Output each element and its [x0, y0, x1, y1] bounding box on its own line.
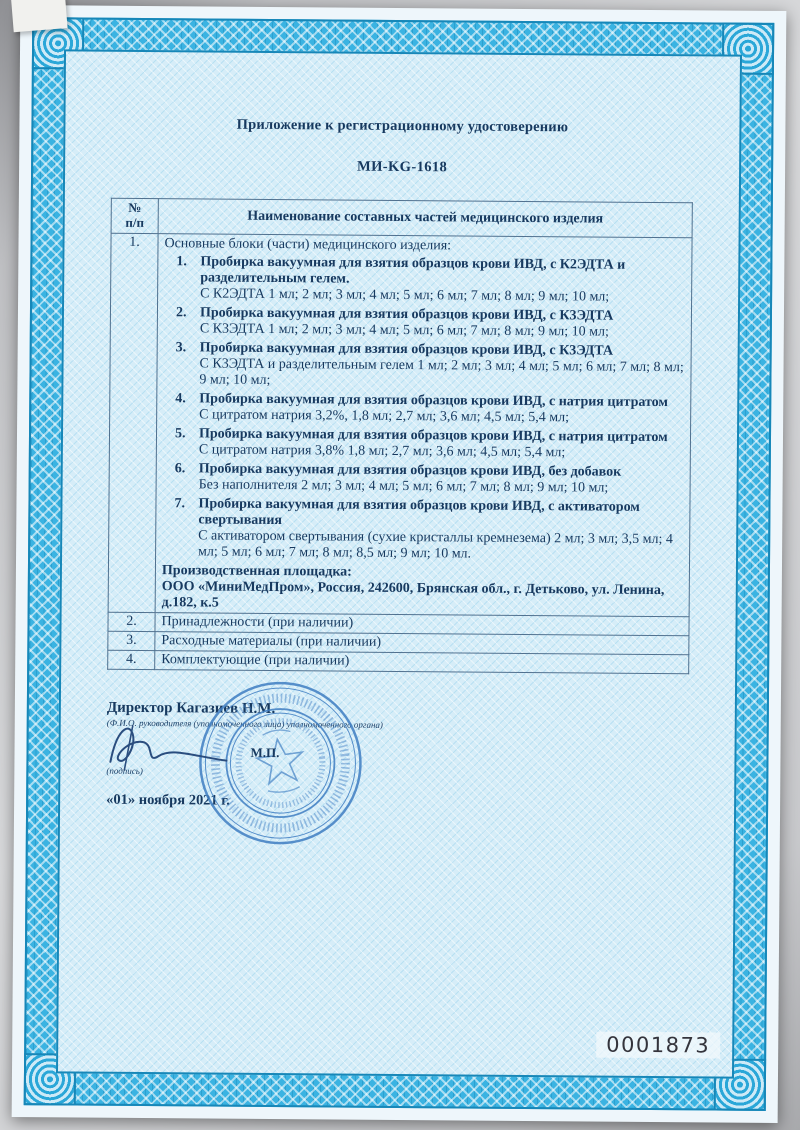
header-no-cell	[111, 198, 158, 233]
document-number: МИ-KG-1618	[356, 158, 448, 176]
item-title: Пробирка вакуумная для взятия образцов крови ИВД, с натрия цитратом	[198, 426, 668, 445]
item-number: 7.	[174, 496, 186, 512]
table-row	[108, 233, 692, 617]
component-item	[175, 340, 684, 392]
item-desc: С цитратом натрия 3,2%, 1,8 мл; 2,7 мл; 3,6 мл; 4,5 мл; 5,4 мл;	[199, 407, 570, 426]
header-no-line1: №	[128, 199, 142, 215]
component-item	[176, 254, 685, 306]
row-content-cell	[155, 233, 692, 616]
page-fold-corner	[11, 0, 68, 32]
document-date: «01» ноября 2021 г.	[106, 791, 230, 809]
signature-block	[106, 700, 713, 814]
serial-number: 0001873	[596, 1032, 720, 1059]
document-title: Приложение к регистрационному удостоверению	[236, 116, 569, 136]
row-number-cell: 1.	[108, 233, 158, 612]
component-item	[174, 496, 683, 564]
table-header-row	[111, 198, 692, 237]
item-number: 1.	[176, 254, 187, 270]
production-site-label: Производственная площадка:	[161, 563, 352, 580]
item-number: 5.	[174, 426, 186, 442]
row-content-cell: Расходные материалы (при наличии)	[155, 631, 689, 654]
row-number-cell: 3.	[108, 631, 155, 650]
table-row	[108, 650, 689, 674]
header-name-cell: Наименование составных частей медицинского изделия	[158, 199, 692, 238]
header-no-line2: п/п	[125, 214, 145, 230]
row-number-cell: 2.	[108, 612, 155, 631]
row-content-cell: Комплектующие (при наличии)	[155, 650, 689, 673]
signature-area	[106, 728, 712, 791]
component-item	[175, 391, 684, 427]
director-name: Директор Кагазиев Н.М.	[106, 699, 276, 717]
row1-intro: Основные блоки (части) медицинского изделия:	[164, 236, 452, 254]
item-title: Пробирка вакуумная для взятия образцов крови ИВД, с К2ЭДТА и разделительным гелем.	[200, 254, 626, 287]
component-item	[175, 426, 684, 462]
component-item	[176, 305, 685, 341]
director-note: (Ф.И.О. руководителя (уполномоченного лица) уполномоченного органа)	[106, 717, 383, 730]
item-desc: С К3ЭДТА и разделительным гелем 1 мл; 2 мл; 3 мл; 4 мл; 5 мл; 6 мл; 7 мл; 8 мл; 9 мл; 10 мл;	[199, 356, 684, 388]
document-content	[42, 35, 756, 1093]
item-desc: С активатором свертывания (сухие кристаллы кремнезема) 2 мл; 3 мл; 3,5 мл; 4 мл; 5 мл; 6 мл; 7 мл; 8 мл; 8,5 мл; 9 мл; 10 мл.	[198, 528, 673, 562]
signature-note: (подпись)	[106, 765, 143, 776]
item-title: Пробирка вакуумная для взятия образцов крови ИВД, с К3ЭДТА	[199, 340, 614, 359]
item-title: Пробирка вакуумная для взятия образцов крови ИВД, без добавок	[198, 461, 622, 480]
component-item	[175, 461, 684, 497]
certificate-page	[12, 5, 787, 1123]
item-number: 6.	[174, 461, 186, 477]
item-desc: С К2ЭДТА 1 мл; 2 мл; 3 мл; 4 мл; 5 мл; 6 мл; 7 мл; 8 мл; 9 мл; 10 мл;	[200, 286, 610, 305]
seal-place-mark: М.П.	[250, 744, 280, 760]
row-content-cell: Принадлежности (при наличии)	[155, 612, 689, 635]
item-title: Пробирка вакуумная для взятия образцов крови ИВД, с К3ЭДТА	[199, 305, 614, 324]
item-number: 3.	[175, 340, 187, 356]
item-title: Пробирка вакуумная для взятия образцов крови ИВД, с активатором свертывания	[198, 496, 640, 528]
item-title: Пробирка вакуумная для взятия образцов крови ИВД, с натрия цитратом	[199, 391, 669, 410]
item-desc: С цитратом натрия 3,8% 1,8 мл; 2,7 мл; 3,6 мл; 4,5 мл; 5,4 мл;	[198, 442, 566, 461]
production-site-value: ООО «МиниМедПром», Россия, 242600, Брянская обл., г. Детьково, ул. Ленина, д.182, к.5	[161, 579, 665, 611]
item-number: 2.	[175, 305, 187, 321]
components-table	[107, 198, 693, 674]
item-desc: Без наполнителя 2 мл; 3 мл; 4 мл; 5 мл; 6 мл; 7 мл; 8 мл; 9 мл; 10 мл;	[198, 477, 609, 496]
row-number-cell: 4.	[108, 650, 155, 669]
item-desc: С К3ЭДТА 1 мл; 2 мл; 3 мл; 4 мл; 5 мл; 6 мл; 7 мл; 8 мл; 9 мл; 10 мл;	[199, 321, 610, 340]
item-number: 4.	[175, 391, 186, 407]
